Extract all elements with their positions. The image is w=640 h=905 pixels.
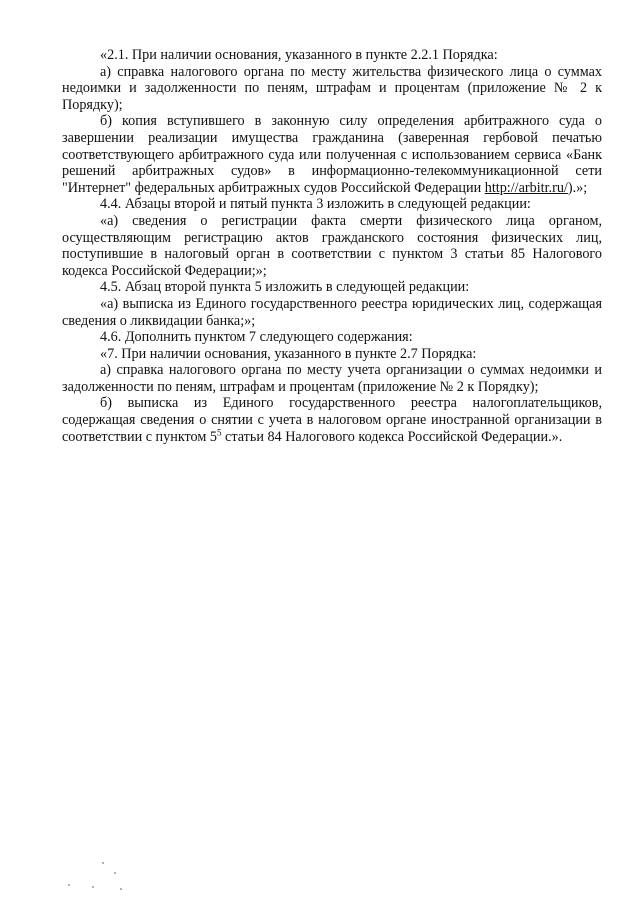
scan-dot (102, 862, 104, 864)
paragraph-7-item-b (62, 395, 602, 445)
paragraph-4-4-item-a: «а) сведения о регистрации факта смерти физического лица органом, осуществляющим регистрацию актов гражданского состояния физических лиц, поступившие в налоговый орган в соответствии с пунктом 3 статьи 85 Налогового кодекса Российской Федерации;»; (62, 212, 602, 279)
paragraph-2-1-item-b (62, 113, 602, 196)
paragraph-4-6: 4.6. Дополнить пунктом 7 следующего содержания: (100, 329, 413, 346)
document-body (62, 47, 602, 445)
paragraph-7-heading: «7. При наличии основания, указанного в пункте 2.7 Порядка: (100, 345, 477, 362)
paragraph-2-1-item-b-tail: ).»; (567, 179, 588, 196)
paragraph-2-1-heading: «2.1. При наличии основания, указанного в пункте 2.2.1 Порядка: (100, 47, 498, 63)
paragraph-7-item-b-text: б) выписка из Единого государственного реестра налогоплательщиков, содержащая сведения о снятии с учета в налоговом органе иностранной организации в соответствии с пунктом 5 (62, 395, 602, 445)
scan-dot (92, 886, 94, 888)
paragraph-4-4: 4.4. Абзацы второй и пятый пункта 3 изложить в следующей редакции: (100, 196, 531, 213)
paragraph-4-5-item-a: «а) выписка из Единого государственного реестра юридических лиц, содержащая сведения о ликвидации банка;»; (62, 295, 602, 329)
superscript-5: 5 (217, 426, 222, 437)
scan-dot (120, 888, 122, 890)
paragraph-2-1-item-a: а) справка налогового органа по месту жительства физического лица о суммах недоимки и задолженности по пеням, штрафам и процентам (приложение № 2 к Порядку); (62, 63, 602, 113)
paragraph-4-5: 4.5. Абзац второй пункта 5 изложить в следующей редакции: (100, 279, 470, 296)
paragraph-2-1-item-b-text: б) копия вступившего в законную силу определения арбитражного суда о завершении реализации имущества гражданина (заверенная гербовой печатью соответствующего арбитражного суда или полученная с использованием сервиса «Банк решений арбитражных судов» в информационно-телекоммуникационной сети "Интернет" федеральных арбитражных судов Российской Федерации (62, 113, 602, 196)
arbitr-link[interactable]: http://arbitr.ru/ (484, 179, 568, 196)
scan-dot (68, 884, 70, 886)
scan-noise (62, 858, 142, 898)
paragraph-7-item-a: а) справка налогового органа по месту учета организации о суммах недоимки и задолженности по пеням, штрафам и процентам (приложение № 2 к Порядку); (62, 362, 602, 395)
scan-dot (114, 872, 116, 874)
paragraph-7-item-b-tail: статьи 84 Налогового кодекса Российской Федерации.». (221, 428, 563, 445)
